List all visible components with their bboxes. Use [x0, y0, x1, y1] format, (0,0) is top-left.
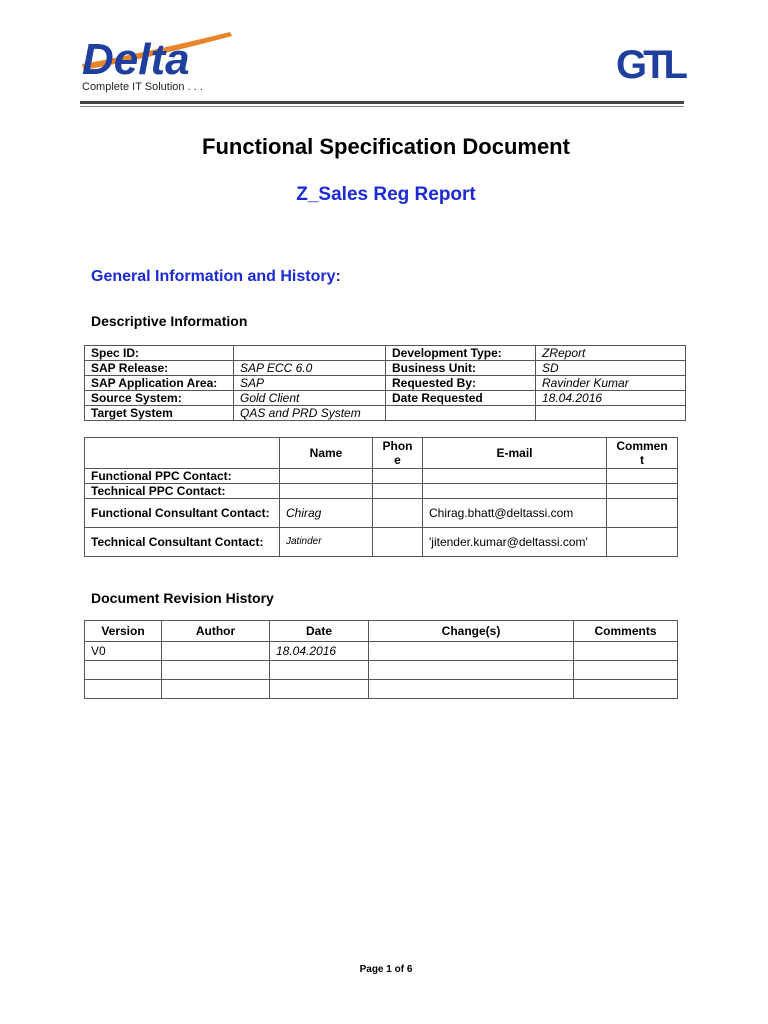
revision-version — [85, 661, 162, 680]
contact-row — [85, 484, 678, 499]
contact-name — [280, 484, 373, 499]
contact-phone — [373, 469, 423, 484]
spec-value: ZReport — [536, 346, 686, 361]
revision-row — [85, 680, 678, 699]
spec-label: Target System — [85, 406, 234, 421]
header-rule-thin — [80, 106, 684, 107]
revision-date — [270, 680, 369, 699]
contact-header-comment: Commen t — [607, 438, 678, 469]
spec-label: Date Requested — [386, 391, 536, 406]
spec-value — [536, 406, 686, 421]
delta-logo — [80, 24, 240, 96]
contact-comment — [607, 469, 678, 484]
contact-label: Functional PPC Contact: — [85, 469, 280, 484]
revision-author — [162, 680, 270, 699]
spec-row — [85, 361, 686, 376]
contact-comment — [607, 484, 678, 499]
contact-header-phone: Phon e — [373, 438, 423, 469]
header-rule — [80, 101, 684, 104]
spec-value: Gold Client — [234, 391, 386, 406]
revision-comments — [574, 661, 678, 680]
revision-table — [84, 620, 678, 699]
spec-label — [386, 406, 536, 421]
contact-header-row — [85, 438, 678, 469]
spec-value: QAS and PRD System — [234, 406, 386, 421]
spec-label: SAP Application Area: — [85, 376, 234, 391]
contact-header-name: Name — [280, 438, 373, 469]
contact-name: Jatinder — [280, 528, 373, 557]
revision-comments — [574, 680, 678, 699]
contact-header-blank — [85, 438, 280, 469]
spec-value: SAP — [234, 376, 386, 391]
contact-comment — [607, 528, 678, 557]
spec-label: SAP Release: — [85, 361, 234, 376]
contact-email: 'jitender.kumar@deltassi.com' — [423, 528, 607, 557]
contact-label: Technical Consultant Contact: — [85, 528, 280, 557]
contact-email — [423, 484, 607, 499]
contact-row — [85, 499, 678, 528]
revision-header-comments: Comments — [574, 621, 678, 642]
spec-label: Source System: — [85, 391, 234, 406]
revision-comments — [574, 642, 678, 661]
revision-row — [85, 642, 678, 661]
spec-value: SD — [536, 361, 686, 376]
revision-header-date: Date — [270, 621, 369, 642]
revision-changes — [369, 642, 574, 661]
spec-row — [85, 406, 686, 421]
spec-label: Spec ID: — [85, 346, 234, 361]
revision-header-version: Version — [85, 621, 162, 642]
svg-text:GTL: GTL — [616, 43, 684, 87]
gtl-logo — [614, 36, 690, 88]
contact-table — [84, 437, 678, 557]
svg-text:Delta: Delta — [82, 35, 190, 84]
contact-header-email: E-mail — [423, 438, 607, 469]
contact-label: Technical PPC Contact: — [85, 484, 280, 499]
contact-name — [280, 469, 373, 484]
document-subtitle: Z_Sales Reg Report — [296, 184, 476, 205]
spec-label: Development Type: — [386, 346, 536, 361]
document-title: Functional Specification Document — [202, 134, 570, 159]
svg-text:Complete IT Solution . . .: Complete IT Solution . . . — [82, 81, 203, 93]
spec-row — [85, 346, 686, 361]
section-heading-general: General Information and History: — [91, 268, 341, 285]
spec-value: Ravinder Kumar — [536, 376, 686, 391]
spec-value — [234, 346, 386, 361]
spec-table — [84, 345, 686, 421]
revision-header-row — [85, 621, 678, 642]
spec-label: Requested By: — [386, 376, 536, 391]
revision-version: V0 — [85, 642, 162, 661]
section-heading-revision: Document Revision History — [91, 590, 274, 606]
page-number: Page 1 of 6 — [359, 964, 413, 975]
contact-email — [423, 469, 607, 484]
contact-phone — [373, 528, 423, 557]
contact-email: Chirag.bhatt@deltassi.com — [423, 499, 607, 528]
revision-changes — [369, 680, 574, 699]
spec-value: 18.04.2016 — [536, 391, 686, 406]
contact-comment — [607, 499, 678, 528]
contact-row — [85, 528, 678, 557]
spec-value: SAP ECC 6.0 — [234, 361, 386, 376]
revision-date — [270, 661, 369, 680]
revision-date: 18.04.2016 — [270, 642, 369, 661]
revision-changes — [369, 661, 574, 680]
contact-label: Functional Consultant Contact: — [85, 499, 280, 528]
revision-author — [162, 642, 270, 661]
revision-version — [85, 680, 162, 699]
revision-header-author: Author — [162, 621, 270, 642]
spec-row — [85, 376, 686, 391]
spec-label: Business Unit: — [386, 361, 536, 376]
section-heading-descriptive: Descriptive Information — [91, 313, 248, 329]
contact-phone — [373, 484, 423, 499]
contact-name: Chirag — [280, 499, 373, 528]
contact-row — [85, 469, 678, 484]
revision-author — [162, 661, 270, 680]
revision-row — [85, 661, 678, 680]
contact-phone — [373, 499, 423, 528]
spec-row — [85, 391, 686, 406]
revision-header-changes: Change(s) — [369, 621, 574, 642]
